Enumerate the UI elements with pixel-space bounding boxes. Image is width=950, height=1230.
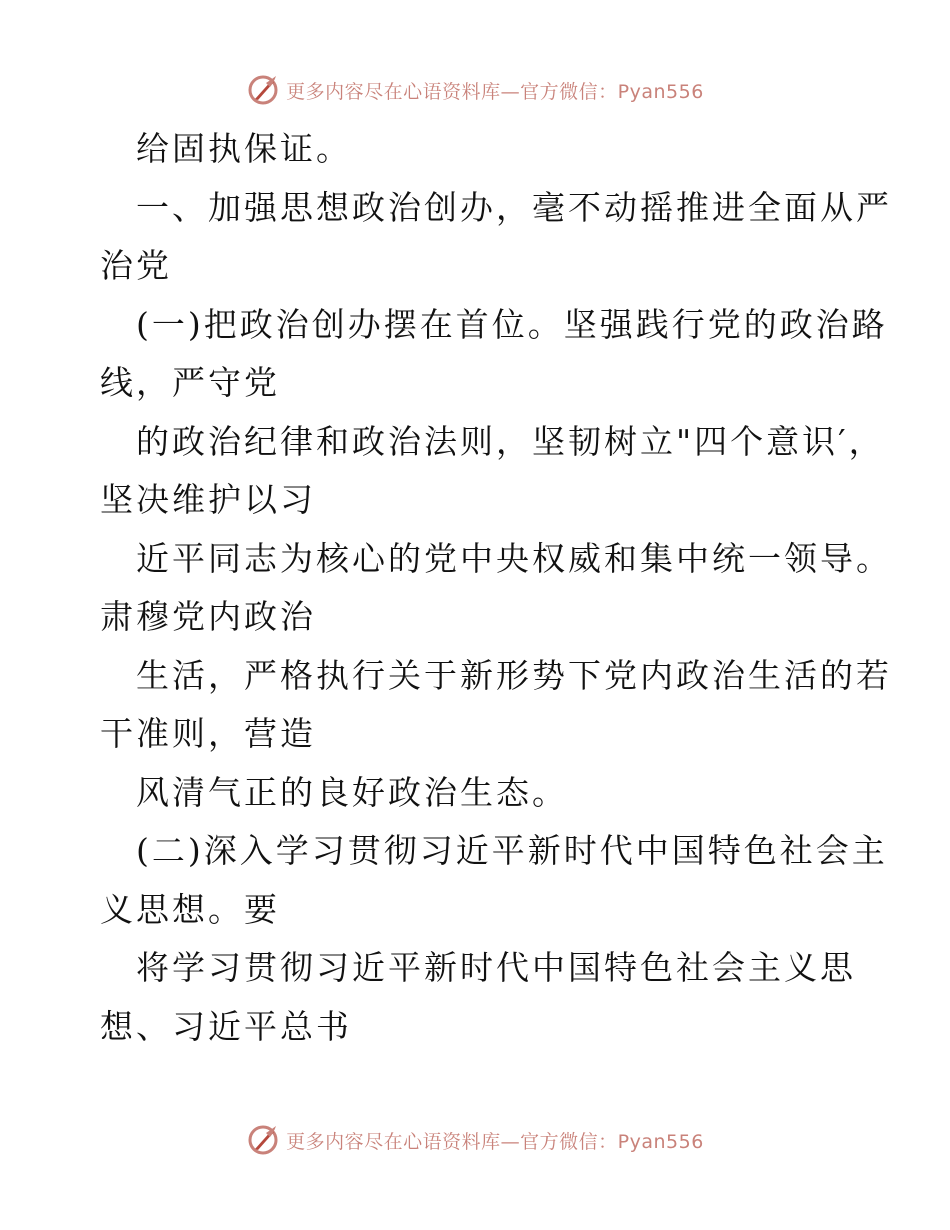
text-line: 给固执保证。	[136, 129, 352, 168]
text-line: 想、习近平总书	[100, 1006, 352, 1046]
section-heading: 一、加强思想政治创办，毫不动摇推进全面从严	[136, 187, 892, 227]
footer-watermark-text: 更多内容尽在心语资料库—官方微信：Pyan556	[286, 1130, 704, 1153]
text-line: 风清气正的良好政治生态。	[136, 772, 568, 812]
text-line: (一)把政治创办摆在首位。坚强践行党的政治路	[136, 304, 888, 344]
document-body	[100, 120, 892, 1056]
text-line: 肃穆党内政治	[100, 597, 316, 636]
footer-wechat-id: Pyan556	[617, 1130, 704, 1153]
text-line: 线，严守党	[100, 363, 280, 402]
text-line: 近平同志为核心的党中央权威和集中统一领导。	[136, 538, 892, 578]
text-line: (二)深入学习贯彻习近平新时代中国特色社会主	[136, 831, 888, 870]
text-line: 将学习贯彻习近平新时代中国特色社会主义思	[136, 948, 856, 987]
header-watermark-text: 更多内容尽在心语资料库—官方微信：Pyan556	[286, 80, 704, 103]
text-line: 的政治纪律和政治法则，坚韧树立"四个意识′，	[136, 421, 885, 461]
text-line: 生活，严格执行关于新形势下党内政治生活的若	[136, 655, 892, 695]
text-line: 干准则，营造	[100, 714, 316, 753]
text-line: 坚决维护以习	[100, 480, 316, 519]
quill-logo-icon	[246, 73, 280, 107]
text-line: 义思想。要	[100, 889, 280, 929]
quill-logo-icon	[246, 1123, 280, 1157]
footer-watermark	[0, 1120, 950, 1160]
header-watermark	[0, 70, 950, 110]
section-heading-cont: 治党	[100, 246, 172, 285]
header-wechat-id: Pyan556	[617, 80, 704, 103]
